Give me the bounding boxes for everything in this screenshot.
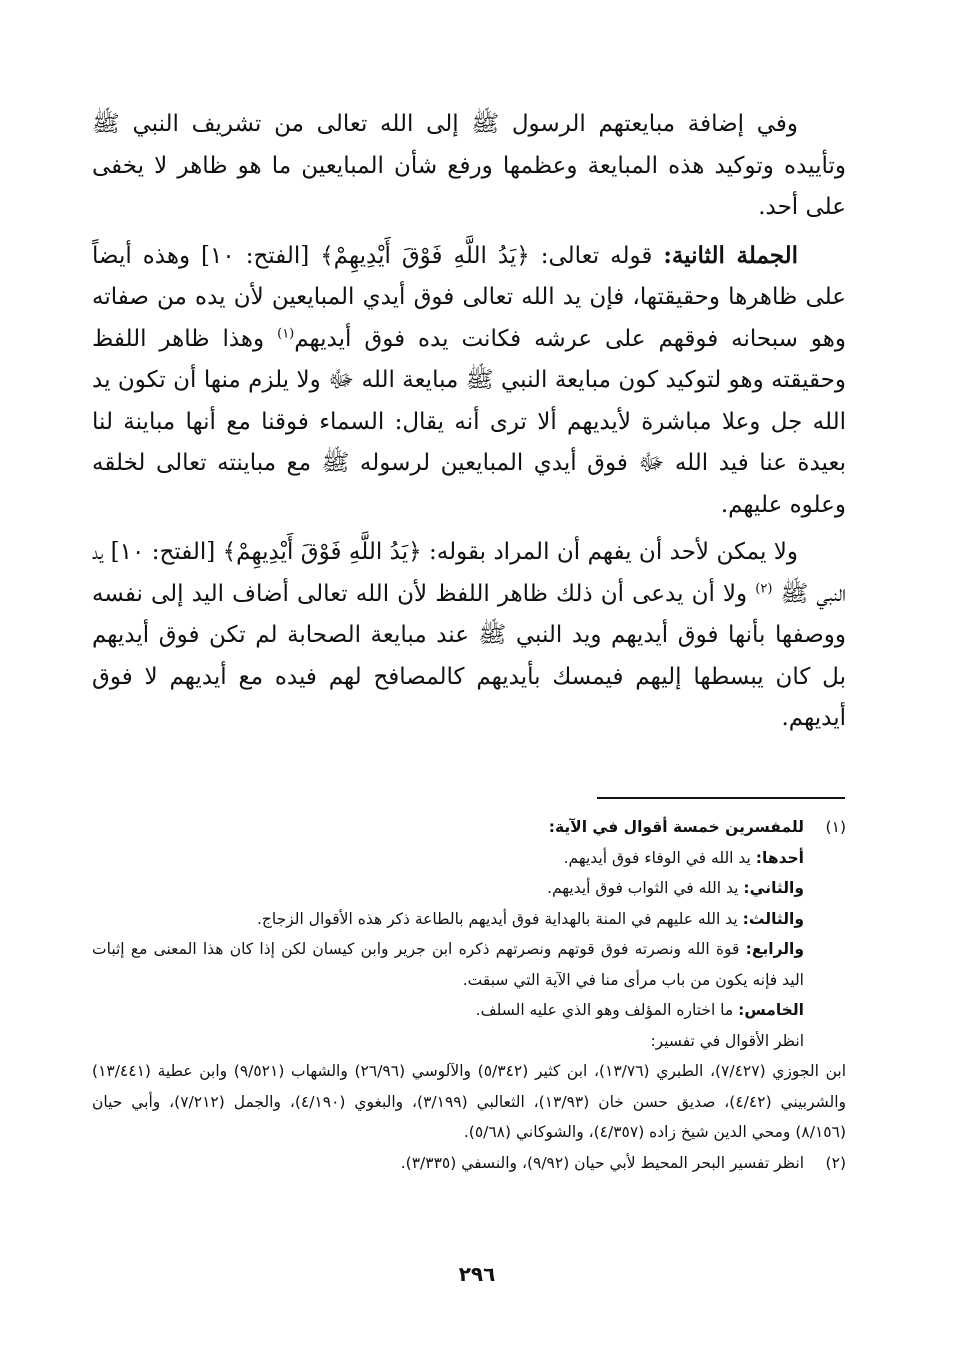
see-tafsir-line: انظر الأقوال في تفسير:: [650, 1031, 804, 1050]
tafsir-references: ابن الجوزي (٧/٤٢٧)، الطبري (١٣/٧٦)، ابن كثير (٥/٣٤٢) والآلوسي (٢٦/٩٦) والشهاب (٩/٥٢١) وابن عطية (١٣/٤٤١) والشربيني (٤/٤٢)، صديق حسن خان (١٣/٩٣)، الثعالبي (٣/١٩٩)، والبغوي (٤/١٩٠)، والجمل (٧/٢١٢)، وأبي حيان (٨/١٥٦) ومحي الدين شيخ زاده (٤/٣٥٧)، والشوكاني (٥/٦٨).: [92, 1062, 846, 1141]
opinion-2-label: والثاني:: [743, 879, 804, 897]
footnote-2-text: انظر تفسير البحر المحيط لأبي حيان (٩/٩٢)، والنسفي (٣/٣٣٥).: [400, 1153, 804, 1172]
opinion-5-text: ما اختاره المؤلف وهو الذي عليه السلف.: [475, 1001, 734, 1019]
footnote-1: [92, 812, 846, 1056]
opinion-1-label: أحدها:: [755, 848, 804, 867]
paragraph-1: [92, 104, 846, 229]
footnote-1-title: للمفسرين خمسة أقوال في الآية:: [548, 818, 804, 836]
opinion-5-label: الخامس:: [738, 1001, 804, 1019]
footnote-2: [92, 1148, 846, 1179]
opinion-4-text: قوة الله ونصرته فوق قوتهم ونصرتهم ذكره ابن جرير وابن كيسان لكن إذا كان هذا المعنى مع إثبات اليد فإنه يكون من باب مرأى منا في الآية التي سبقت.: [92, 940, 804, 989]
opinion-4-label: والرابع:: [745, 940, 804, 958]
opinion-5: [92, 995, 804, 1026]
main-text: [92, 104, 846, 746]
opinion-3-text: يد الله عليهم في المنة بالهداية فوق أيديهم بالطاعة ذكر هذه الأقوال الزجاج.: [256, 909, 738, 928]
opinion-3-label: والثالث:: [742, 909, 804, 928]
paragraph-3-text-b: ولا أن يدعى أن ذلك ظاهر اللفظ لأن الله تعالى أضاف اليد إلى نفسه ووصفها بأنها فوق أيديهم ويد النبي ﷺ عند مبايعة الصحابة لم تكن فوق أيديهم بل كان يبسطها إليهم فيمسك بأيديهم كالمصافح لهم فيده مع أيديهم لا فوق أيديهم.: [92, 580, 846, 731]
page-number: ٢٩٦: [458, 1262, 496, 1286]
opinion-2: [92, 873, 804, 904]
opinion-3: [92, 904, 804, 935]
paragraph-2-text-b: وهذا ظاهر اللفظ وحقيقته وهو لتوكيد كون مبايعة النبي ﷺ مبايعة الله ﷻ ولا يلزم منها أن تكون يد الله جل وعلا مباشرة لأيديهم ألا ترى أنه يقال: السماء فوقنا مع أنها مباينة لنا بعيدة عنا فيد الله ﷻ فوق أيدي المبايعين لرسوله ﷺ مع مباينته تعالى لخلقه وعلوه عليهم.: [92, 325, 846, 518]
footnote-2-number: (٢): [825, 1153, 846, 1172]
footnote-divider: [597, 797, 845, 799]
paragraph-2-text-a: قوله تعالى: ﴿يَدُ اللَّهِ فَوْقَ أَيْدِيهِمْ﴾ [الفتح: ١٠] وهذه أيضاً على ظاهرها وحقيقتها، فإن يد الله تعالى فوق أيدي المبايعين لأن يده من صفاته وهو سبحانه فوقهم على عرشه فكانت يده فوق أيديهم: [92, 242, 847, 352]
opinion-1-text: يد الله في الوفاء فوق أيديهم.: [563, 848, 751, 867]
footnote-1-number: (١): [825, 818, 846, 836]
footnote-1-body: [92, 812, 804, 1056]
footnote-ref-2[interactable]: (٢): [755, 580, 773, 596]
paragraph-1-text: وفي إضافة مبايعتهم الرسول ﷺ إلى الله تعالى من تشريف النبي ﷺ وتأييده وتوكيد هذه المبايعة وعظمها ورفع شأن المبايعين ما هو ظاهر لا يخفى على أحد.: [92, 111, 846, 220]
paragraph-2: [92, 235, 846, 527]
paragraph-3-text-a: ولا يمكن لأحد أن يفهم أن المراد بقوله: ﴿يَدُ اللَّهِ فَوْقَ أَيْدِيهِمْ﴾ [الفتح: ١٠] يد النبي ﷺ: [92, 539, 847, 607]
footnotes: [92, 812, 846, 1178]
footnote-ref-1[interactable]: (١): [277, 325, 295, 341]
opinion-2-text: يد الله في الثواب فوق أيديهم.: [547, 879, 739, 897]
paragraph-2-heading: الجملة الثانية:: [663, 241, 798, 269]
paragraph-3: [92, 532, 846, 740]
opinion-4: [92, 934, 804, 995]
opinion-1: [92, 843, 804, 874]
